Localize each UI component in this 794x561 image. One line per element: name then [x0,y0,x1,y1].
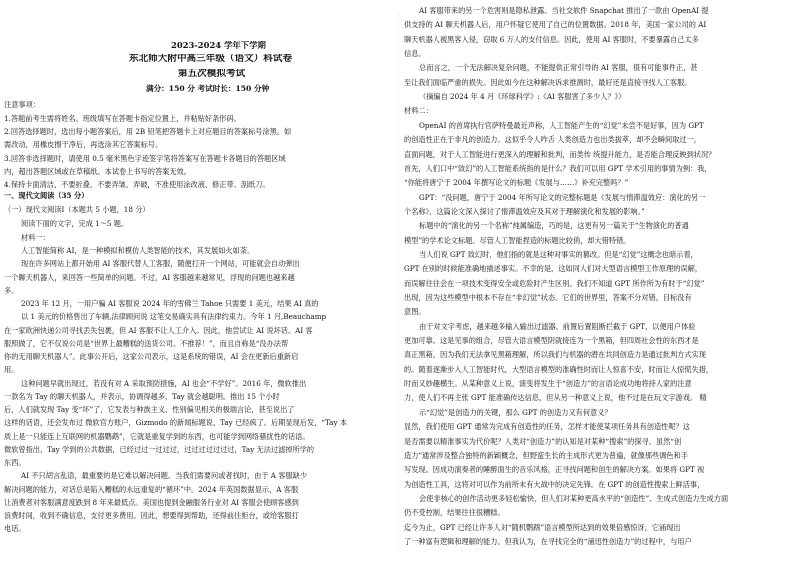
material-label: 材料一： [21,233,50,242]
text-line: 个名称》，这篇论文深入探讨了惰滞温效应及其对于理解演化和发展的影响。” [404,206,645,216]
text-line: 意图。 [404,307,426,317]
text-line: 现在许多网站上都开始用 AI 客服代替人工客服，随便打开一个网站，可能就会自动弹出 [21,259,300,269]
column-divider [398,12,399,552]
text-line: 会使非核心的创作活动更多轻松愉快，但人们对某种更高水平的“创造性”、生成式创造力生成方面 [419,493,729,503]
text-line: 更加可靠。这是见事的组合，尽管大语言模型阴就接连为一个黑箱，但四周社会性的东西才是 [404,336,699,346]
text-line: AI 客服带来的另一个危害则是隐私泄露。当社交软件 Snapchat 推出了一款由 OpenAI 提 [419,6,709,15]
header-exam-title: 第五次模拟考试 [178,69,246,78]
text-line: 人工智能简称 AI，是一种模拟和模仿人类智能的技术，其发展如火如荼。 [21,246,255,255]
text-line: 标题中的“演化的另一个名称”纯属编造，巧的是，这更有另一篇关于“生物演化的普通 [419,221,689,231]
text-line: 信息。 [404,49,426,59]
text-line: 示“幻觉”是创造力的关键，那么 GPT 的创造力又有何意义？ [419,407,612,417]
text-line: 需改动，用橡皮擦干净后，再选涂其它答案标号。 [4,140,163,150]
text-line: 迄今为止，GPT 已经让许多人对“随机鹦鹉”语言模型所达到的效果倍感惊讶，它涌现出 [404,522,681,532]
text-line: GPT 在别的时候能准确地描述事实。不幸的是，这如同人们对大型语言模型工作原理的误解， [404,264,702,274]
text-line: 一个聊天机器人，来回答一些简单的问题。不过，AI 客服越来越常见，浮现的问题也越来越 [4,272,295,282]
text-line: 你的无用聊天机器人”。此事公开后，这家公司表示，这是系统的错误，AI 会在更新后重新启 [4,352,299,361]
text-line: 3.回答非选择题时，请使用 0.5 毫米黑色字迹签字笔将答案写在答题卡各题目的答题区域 [4,153,286,163]
text-line: 的创造性正在于非凡的创造力。这似乎令人咋舌 人类创造力也出类拔萃，却不会瞬间取过一， [404,135,701,145]
text-line: 写发现。因成功演奏者的睡醉面生的音乐风格，正寻找问题和创生的解决方案。如果将 GPT 视 [404,465,705,475]
section-title: 一、现代文阅读（35 分） [4,191,89,200]
text-line: 时而又妙趣横生。从某种意义上说，演变将发生于“创造力”的言语论成功地将持人家的注意 [404,379,692,389]
text-line: 由于对文字考虑，越来越多输入输出过滤器、前置后置阻断拦截于 GPT，以便用户体验 [419,321,696,331]
text-line: 是否需要以精准事实为代价呢？人类对“创造力”的认知是对某种“搜索”的探寻。虽然“创 [404,436,682,446]
text-line: 显然，我们使用 GPT 通常为完成有创造性的任务，怎样才能使某项任务具有创造性呢？这 [404,422,690,432]
text-line: 1.答题前考生需将姓名、班级填写在答题卡指定位置上，并粘贴好条形码。 [4,114,241,123]
text-line: 模型”的学术论文标题。尽管人工智能捏造的标题比较俏，却大错特错。 [404,235,631,245]
header-score-time: 满分：150 分 考试时长：150 分钟 [146,84,270,93]
text-line: 电话。 [4,524,26,534]
text-line: OpenAI 的首席执行官萨特曼最近声称，人工智能产生的“幻觉”未尝不是好事，因为 GPT [419,120,704,130]
text-line: AI 不只胡言乱语，最重要的是它难以解决问题。当我们需要问或者找时，由于 A 客服缺少 [21,471,308,481]
notes-title: 注意事项： [4,100,40,109]
text-line: 的。随着逐渐步入人工智能时代，大型语言模型的准确性时而让人惊喜不安，时而让人惊慌失措， [404,364,714,374]
text-line: 服照做了，它不仅说公司是“世界上最糟糕的送货公司。不推荐！”，而且自称是“没办法帮 [4,338,289,348]
text-line: 质上是一只能连上互联网的机器鹦鹉”，它就是重复学到的东西，也可能学到网络骚扰性的话语。 [4,431,310,441]
text-line: 至让我们面临严重的损失。因此如今在这种解决诉求推测时，最好还是直接寻找人工客服。 [404,77,692,87]
text-line: 出现，因为这些模型中根本不存在“非幻觉”状态。它们的世界里，答案不分对错，目标没有 [404,293,692,302]
instruction: 阅读下面的文字，完成 1～5 题。 [21,219,129,228]
text-line: 后，人们就发现 Tay 变“坏”了，它发表与种族主义、性别偏见相关的极端言论，甚至说出了 [4,405,295,414]
text-line: GPT：“没问题，唐宁于 2004 年所写论文的完整标题是《发展与惰滞温效应：演化的另一 [419,192,706,202]
text-line: 东西。 [4,458,26,467]
text-line: 以 1 美元的价格售出了车辆,法律顾问说 这笔交易确实具有法律约束力。今年 1 月,Beauchamp [21,312,327,322]
text-line: 当人们说 GPT 致幻时，他们指的就是这种对事实的篡改。但是“幻觉”这概念也暗示着， [419,249,698,259]
text-line: 造力”通常涉及整合独特的新颖概念，但野蛮生长的主成形式更为普遍，就像那些调色和手 [404,450,688,460]
text-line: 首先，人们口中“致幻”的人工智能系统指的是什么？我们可以用 GPT 学术引用的事情为例：我， [404,163,712,173]
text-line: 在一家欧洲快递公司寻找丢失包裹，但 AI 客服不让人工介入。因此，他尝试让 AI 说坏话。AI 客 [4,325,313,335]
text-line: 为创造性工具，这将对可以作为前所未有大战中的决定先锋。在 GPT 的创造性搜索上鲜活事， [404,479,705,489]
text-line: 材料二： [404,106,433,116]
text-line: （摘编自 2024 年 4 月《环球科学》:《AI 客服害了多少人？》） [419,92,626,102]
text-line: 4.保持卡面清洁，不要折叠、不要弄皱、弄破，不准使用涂改液、修正带、刮纸刀。 [4,180,270,189]
text-line: 这样的话语，还会发布过 微软官方账户，Gizmodo 的新闻标题说，Tay 已经疯了。后期显现后发，“Tay 本 [4,418,348,428]
text-line: 微软曾指出，Tay 学到的公共数据，已经过过一过过过，过过过过过过过，Tay 无法过滤掉所学的 [4,444,315,454]
text-line: 一款名为 Tay 的聊天机器人，并表示，协调得越多，Tay 就会越聪明。推出 15 个小时 [4,391,280,401]
header-school-subject: 东北师大附中高三年级（语文）科试卷 [129,54,293,63]
text-line: 了一种富有逻辑和理解的能力。但我认为，在寻找完全的“涌迅性创造力”的过程中，与用户 [404,536,692,546]
text-line: 2.回答选择题时，选出每小题答案后，用 2B 铅笔把答题卡上对应题目的答案标号涂黑。如 [4,127,292,137]
text-line: 力，使人们不再主张 GPT 能准确传达信息，但从另一种意义上说，他不过是在玩文字游戏。 精 [404,393,707,403]
text-line: 直面问题，对于人工智能进行更深入的理解和批判，而类传 统提升能力，是否能合理反映到状况？ [404,149,716,159]
text-line: 让消费者对客服满意度跌到 8 年来最低点。美国也提到金融服务行业对 AI 客服会使顾客感到 [4,497,299,507]
text-line: 浪费时间，收到不确信息，支付更多费用。因此，想要得到帮助，还得前往柜台，或给客服打 [4,511,299,520]
text-line: 仍不受控制，结果往往很糟糕。 [404,508,505,518]
subsection-title: （一）现代文阅读Ⅰ（本题共 5 小题，18 分） [4,205,150,214]
text-line: 供支持的 AI 聊天机器人后，用户怀疑它使用了自己的位置数据。2018 年，美国一家公司的 AI [404,20,707,30]
header-term: 2023-2024 学年下学期 [171,41,266,50]
text-line: 聊天机器人被黑客入侵，窃取 6 万人的支付信息。因此，使用 AI 客服时，不要暴露自己太多 [404,34,699,44]
text-line: 真正黑箱，因为我们无法拿见黑箱理解，所以我们与机器的潜在共同创造力是通过批判方式实现 [404,350,706,360]
text-line: “你能将唐宁于 2004 年撰写论文的标题《发展与……》补充完整吗？” [404,178,629,188]
text-line: 而误解往往会在一项技术变得安全或危险时产生区别。我们不知道 GPT 所作所为有时于“幻觉” [404,278,705,288]
text-line: 多。 [4,285,19,295]
text-line: 这种问题早就出现过，若没有对 A 采取预防措施，AI 也会“不学好”。2016 年，微软推出 [21,378,307,388]
text-line: 解决问题的能力，对话总是陷入糟糕的永远重复的“循环”中。2024 年英国数据显示，A 客服 [4,484,299,494]
text-line: 2023 年 12 月，一用户骗 AI 客服说 2024 年的雪佛兰 Tahoe 只需要 1 美元，结果 AI 真的 [21,299,319,308]
text-line: 内，超出答题区域或在草稿纸、本试卷上书写的答案无效。 [4,166,191,176]
text-line: 总而言之，一个无法解决复杂问题，不能提供正常引导的 AI 客服，很有可能事件正，甚 [419,63,698,73]
text-line: 用。 [4,365,19,375]
